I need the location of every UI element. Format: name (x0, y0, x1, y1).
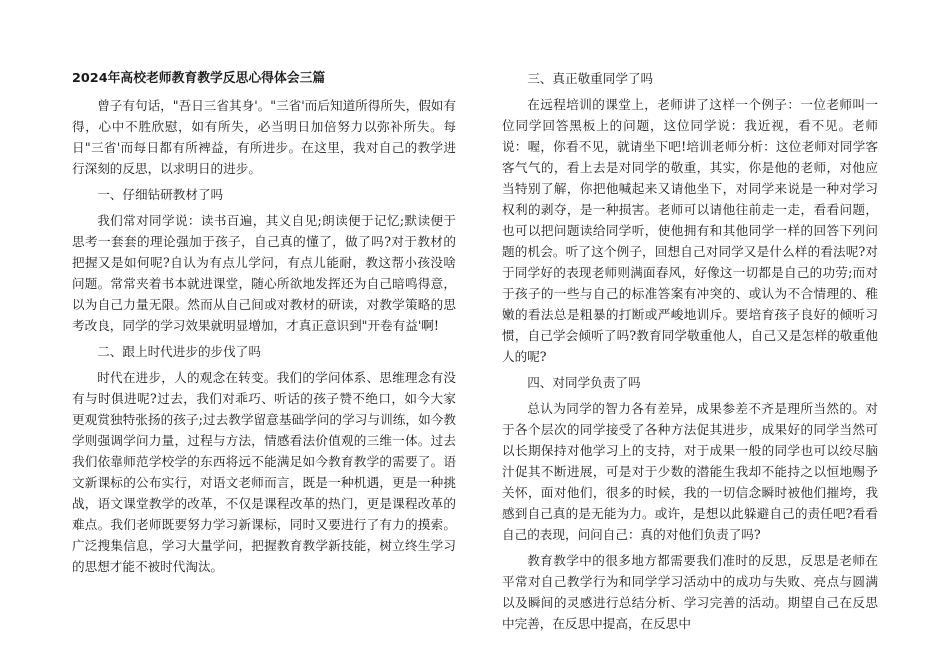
section-heading-1: 一、仔细钻研教材了吗 (97, 187, 224, 202)
left-column (72, 68, 456, 577)
section-heading-3: 三、真正敬重同学了吗 (527, 71, 654, 86)
intro-paragraph: 曾子有句话，"吾日三省其身'。"三省'而后知道所得所失，假如有得，心中不胜欣慰，如有所失，必当明日加倍努力以弥补所失。每日"三省'而每日都有所裨益，有所进步。在这里，我对自己的教学进行深刻的反思，以求明日的进步。 (72, 98, 456, 176)
document-title: 2024年高校老师教育教学反思心得体会三篇 (72, 71, 326, 86)
section-body-1: 我们常对同学说：读书百遍，其义自见;朗读便于记忆;默读便于思考一套套的理论强加于孩子，自己真的懂了，做了吗?对于教材的把握又是如何呢?自认为有点儿学问，有点儿能耐，教这帮小孩没啥问题。常常夹着书本就进课堂，随心所欲地发挥还为自己暗鸣得意，以为自己力量无限。然而从自己间或对教材的研读，对教学策略的思考改良，同学的学习效果就明显增加，才真正意识到"开卷有益'啊! (72, 213, 456, 333)
section-heading-4: 四、对同学负责了吗 (527, 375, 641, 390)
right-column (502, 68, 878, 634)
section-body-3: 在远程培训的课堂上，老师讲了这样一个例子：一位老师叫一位同学回答黑板上的问题，这位同学说：我近视，看不见。老师说：喔，你看不见，就请坐下吧!培训老师分析：这位老师对同学客客气气的，看上去是对同学的敬重，其实，你是他的老师，对他应当特别了解，你把他喊起来又请他坐下，对同学来说是一种对学习权利的剥夺，是一种损害。老师可以请他往前走一走，看看问题，也可以把问题读给同学听，使他拥有和其他同学一样的回答下列问题的机会。听了这个例子，回想自己对同学又是什么样的看法呢?对于同学好的表现老师则满面春风，好像这一切都是自己的功劳;而对于孩子的一些与自己的标准答案有冲突的、或认为不合情理的、稚嫩的看法总是粗暴的打断或严峻地训斥。要培育孩子良好的倾听习惯，自己学会倾听了吗?教育同学敬重他人，自己又是怎样的敬重他人的呢? (502, 97, 878, 364)
section-body-4: 总认为同学的智力各有差异，成果参差不齐是理所当然的。对于各个层次的同学接受了各种方法促其进步，成果好的同学当然可以长期保持对他学习上的支持，对于成果一般的同学也可以绞尽脑汁促其不断进展，可是对于少数的潜能生我却不能持之以恒地赐予关怀，面对他们，很多的时候，我的一切信念瞬时被他们摧垮，我感到自己真的是无能为力。或许，是想以此躲避自己的责任吧?看看自己的表现，问问自己：真的对他们负责了吗? (502, 401, 878, 542)
section-body-2: 时代在进步，人的观念在转变。我们的学问体系、思维理念有没有与时俱进呢?过去，我们对乖巧、听话的孩子赞不绝口，如今大家更观赏独特张扬的孩子;过去教学留意基础学问的学习与训练，如今教学则强调学问力量，过程与方法，情感看法价值观的三维一体。过去我们依靠师范学校学的东西将远不能满足如今教育教学的需要了。语文新课标的公布实行，对语文老师而言，既是一种机遇，更是一种挑战，语文课堂教学的改革，不仅是课程改革的热门，更是课程改革的难点。我们老师既要努力学习新课标，同时又要进行了有力的摸索。广泛搜集信息，学习大量学问，把握教育教学新技能，树立终生学习的思想才能不被时代淘汰。 (72, 370, 456, 574)
section-heading-2: 二、跟上时代进步的步伐了吗 (97, 344, 261, 359)
closing-paragraph: 教育教学中的很多地方都需要我们准时的反思，反思是老师在平常对自己教学行为和同学学习活动中的成功与失败、亮点与圆满以及瞬间的灵感进行总结分析、学习完善的活动。期望自己在反思中完善，在反思中提高，在反思中 (502, 553, 878, 631)
